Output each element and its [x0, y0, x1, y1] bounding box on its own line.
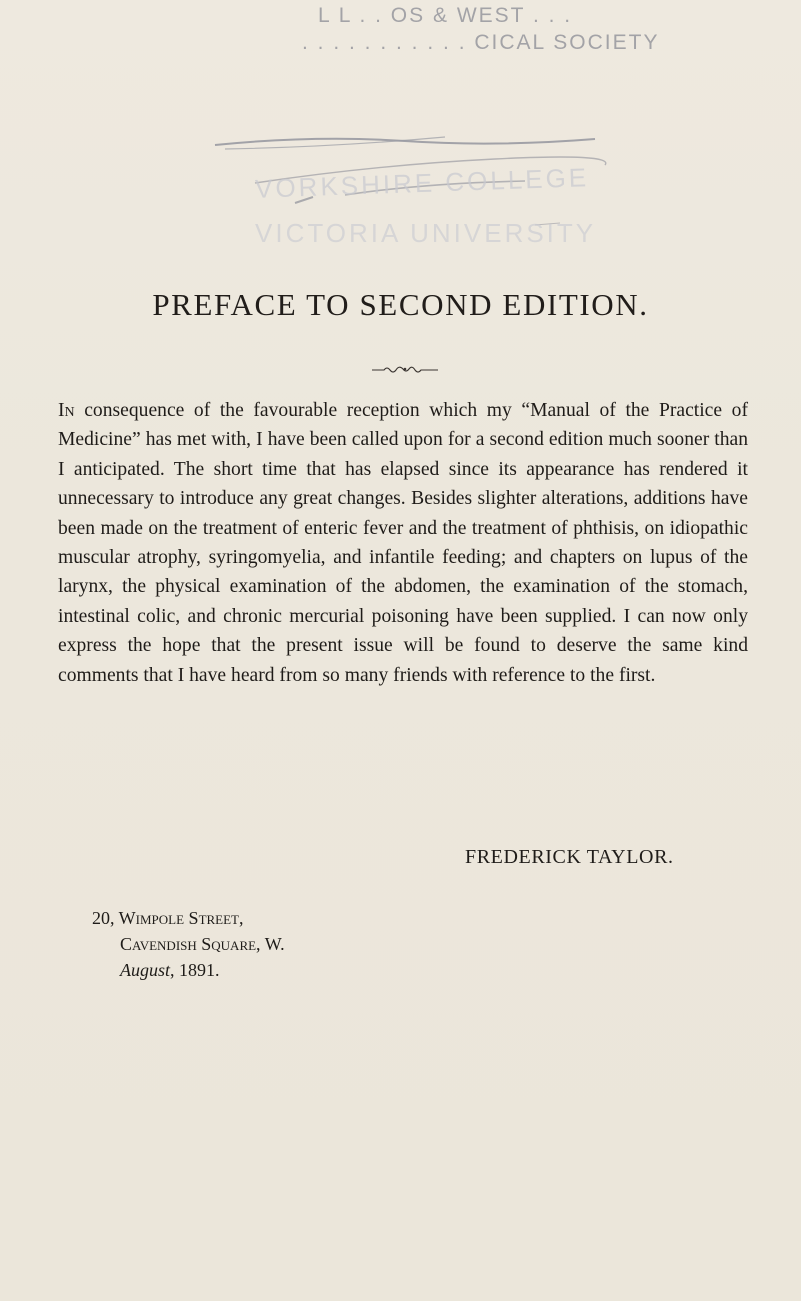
preface-body-text: consequence of the favourable reception which my “Manual of the Practice of Medicine” has met with, I have been called upon for a second edition much sooner than I anticipated. The short time that has elapsed since its appearance has rendered it unnecessary to introduce any great changes. Besides slighter alterations, additions have been made on the treatment of enteric fever and the treatment of phthisis, on idiopathic muscular atrophy, syringomyelia, and infantile feeding; and chapters on lupus of the larynx, the physical examination of the abdomen, the examination of the stomach, intestinal colic, and chronic mercurial poisoning have been supplied. I can now only express the hope that the present issue will be found to deserve the same kind comments that I have heard from so many friends with reference to the first. — [58, 400, 748, 686]
library-stamp-second-line: . . . . . . . . . . . CICAL SOCIETY — [302, 31, 660, 54]
address-square: Cavendish Square, W. — [120, 934, 285, 954]
address-street: 20, Wimpole Street, — [92, 908, 244, 928]
library-stamp-top-line: L L . . OS & WEST . . . — [318, 4, 573, 27]
library-stamp-university-line: VICTORIA UNIVERSITY — [255, 218, 597, 248]
preface-paragraph — [58, 396, 748, 690]
author-signature: FREDERICK TAYLOR. — [465, 846, 674, 868]
date-year: , 1891. — [170, 960, 220, 980]
page-title: PREFACE TO SECOND EDITION. — [152, 287, 649, 322]
date-month: August — [120, 960, 171, 980]
library-stamp-college-line: VORKSHIRE COLLEGE — [254, 162, 590, 204]
decorative-flourish-icon — [370, 363, 440, 375]
preface-opening-word: In — [58, 400, 75, 421]
date-line — [120, 960, 220, 981]
